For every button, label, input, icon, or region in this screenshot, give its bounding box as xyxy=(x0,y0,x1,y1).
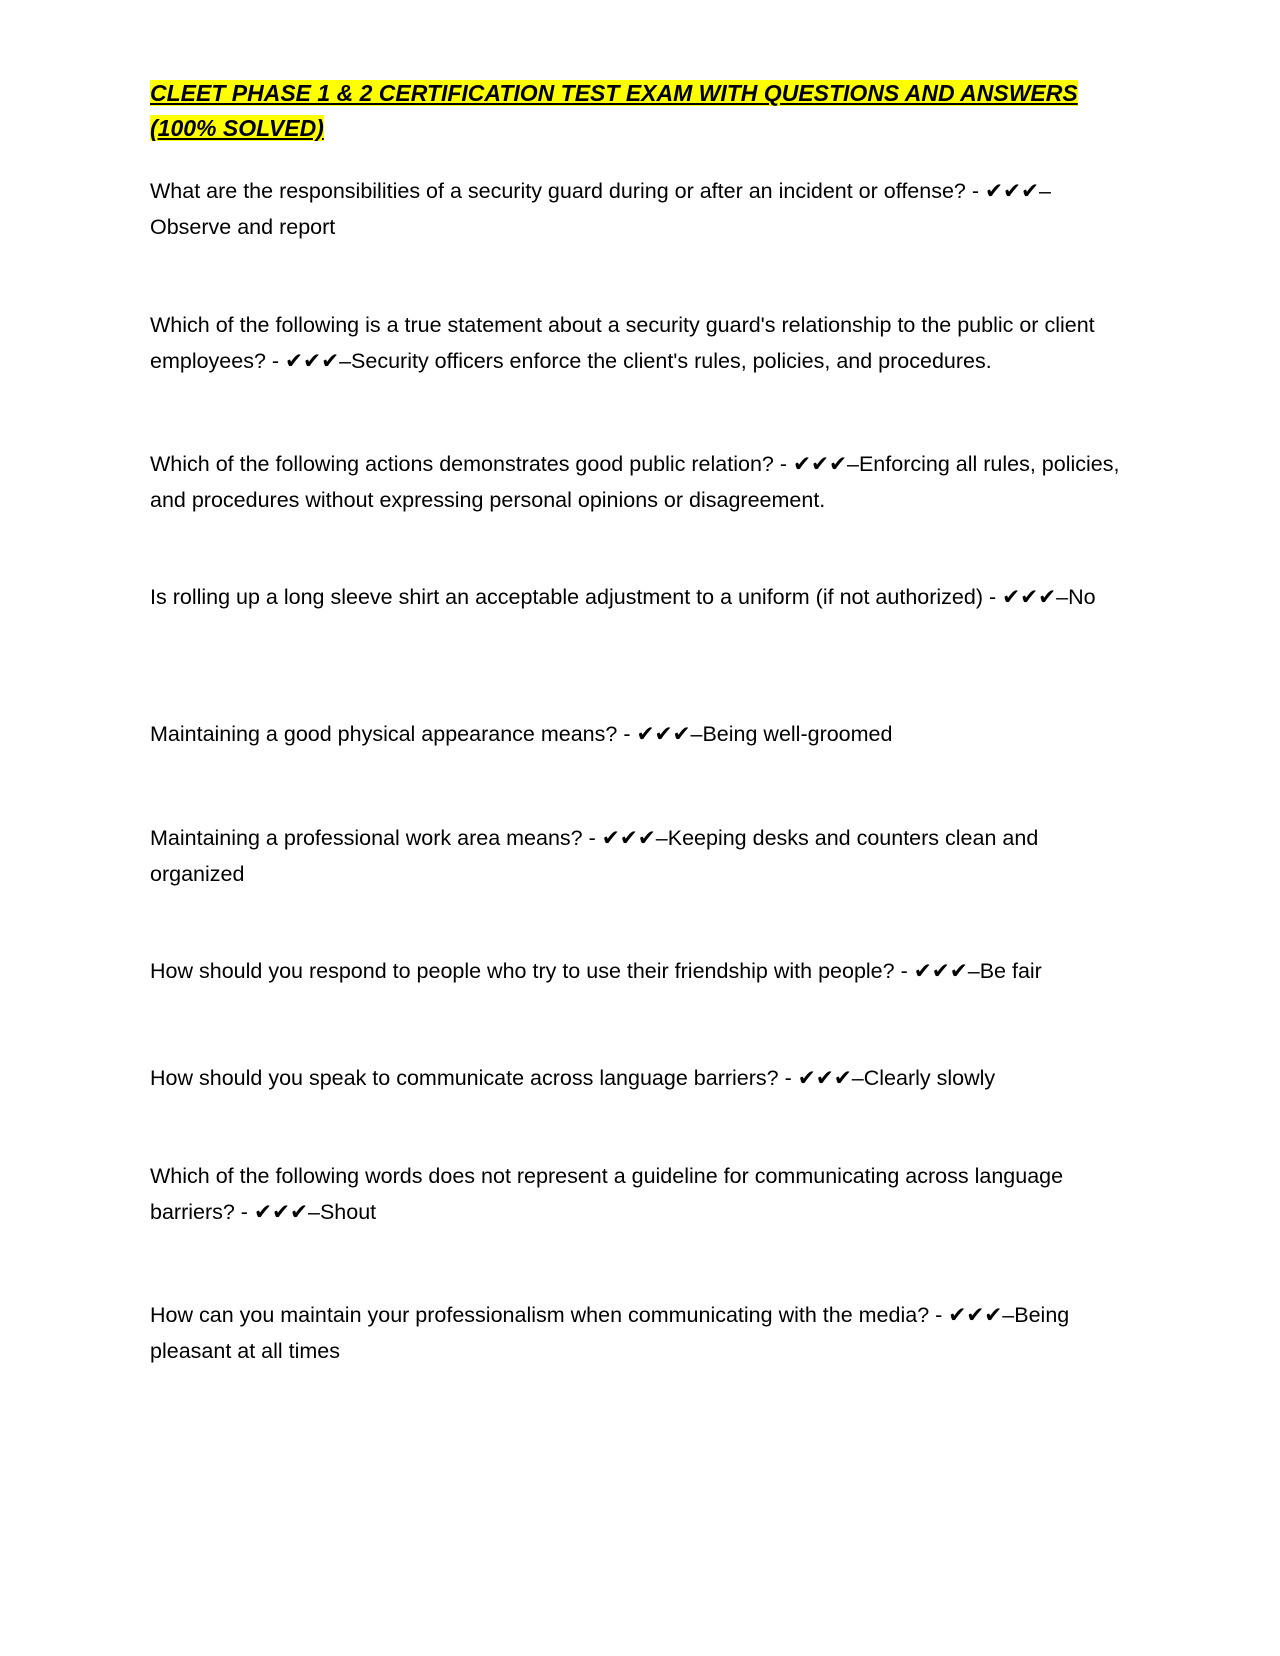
qa-item-9: Which of the following words does not represent a guideline for communicating across language barriers? - ✔✔✔–Shout xyxy=(150,1164,1064,1224)
qa-item-1: What are the responsibilities of a security guard during or after an incident or offense? - ✔✔✔–Observe and report xyxy=(150,179,1051,239)
qa-item-5: Maintaining a good physical appearance means? - ✔✔✔–Being well-groomed xyxy=(150,722,893,746)
document-title-text: CLEET PHASE 1 & 2 CERTIFICATION TEST EXAM WITH QUESTIONS AND ANSWERS (100% SOLVED) xyxy=(150,80,1078,141)
qa-item-2: Which of the following is a true statement about a security guard's relationship to the public or client employees? - ✔✔✔–Security officers enforce the client's rules, policies, and procedures. xyxy=(150,313,1095,373)
document-title xyxy=(150,76,1130,146)
qa-item-10: How can you maintain your professionalism when communicating with the media? - ✔✔✔–Being pleasant at all times xyxy=(150,1303,1070,1363)
qa-item-7: How should you respond to people who try to use their friendship with people? - ✔✔✔–Be fair xyxy=(150,959,1042,983)
qa-item-6: Maintaining a professional work area means? - ✔✔✔–Keeping desks and counters clean and organized xyxy=(150,826,1039,886)
qa-item-8: How should you speak to communicate across language barriers? - ✔✔✔–Clearly slowly xyxy=(150,1066,996,1090)
document-page xyxy=(150,76,1130,1363)
qa-item-4: Is rolling up a long sleeve shirt an acceptable adjustment to a uniform (if not authorized) - ✔✔✔–No xyxy=(150,585,1096,609)
qa-item-3: Which of the following actions demonstrates good public relation? - ✔✔✔–Enforcing all rules, policies, and procedures without expressing personal opinions or disagreement. xyxy=(150,452,1120,512)
